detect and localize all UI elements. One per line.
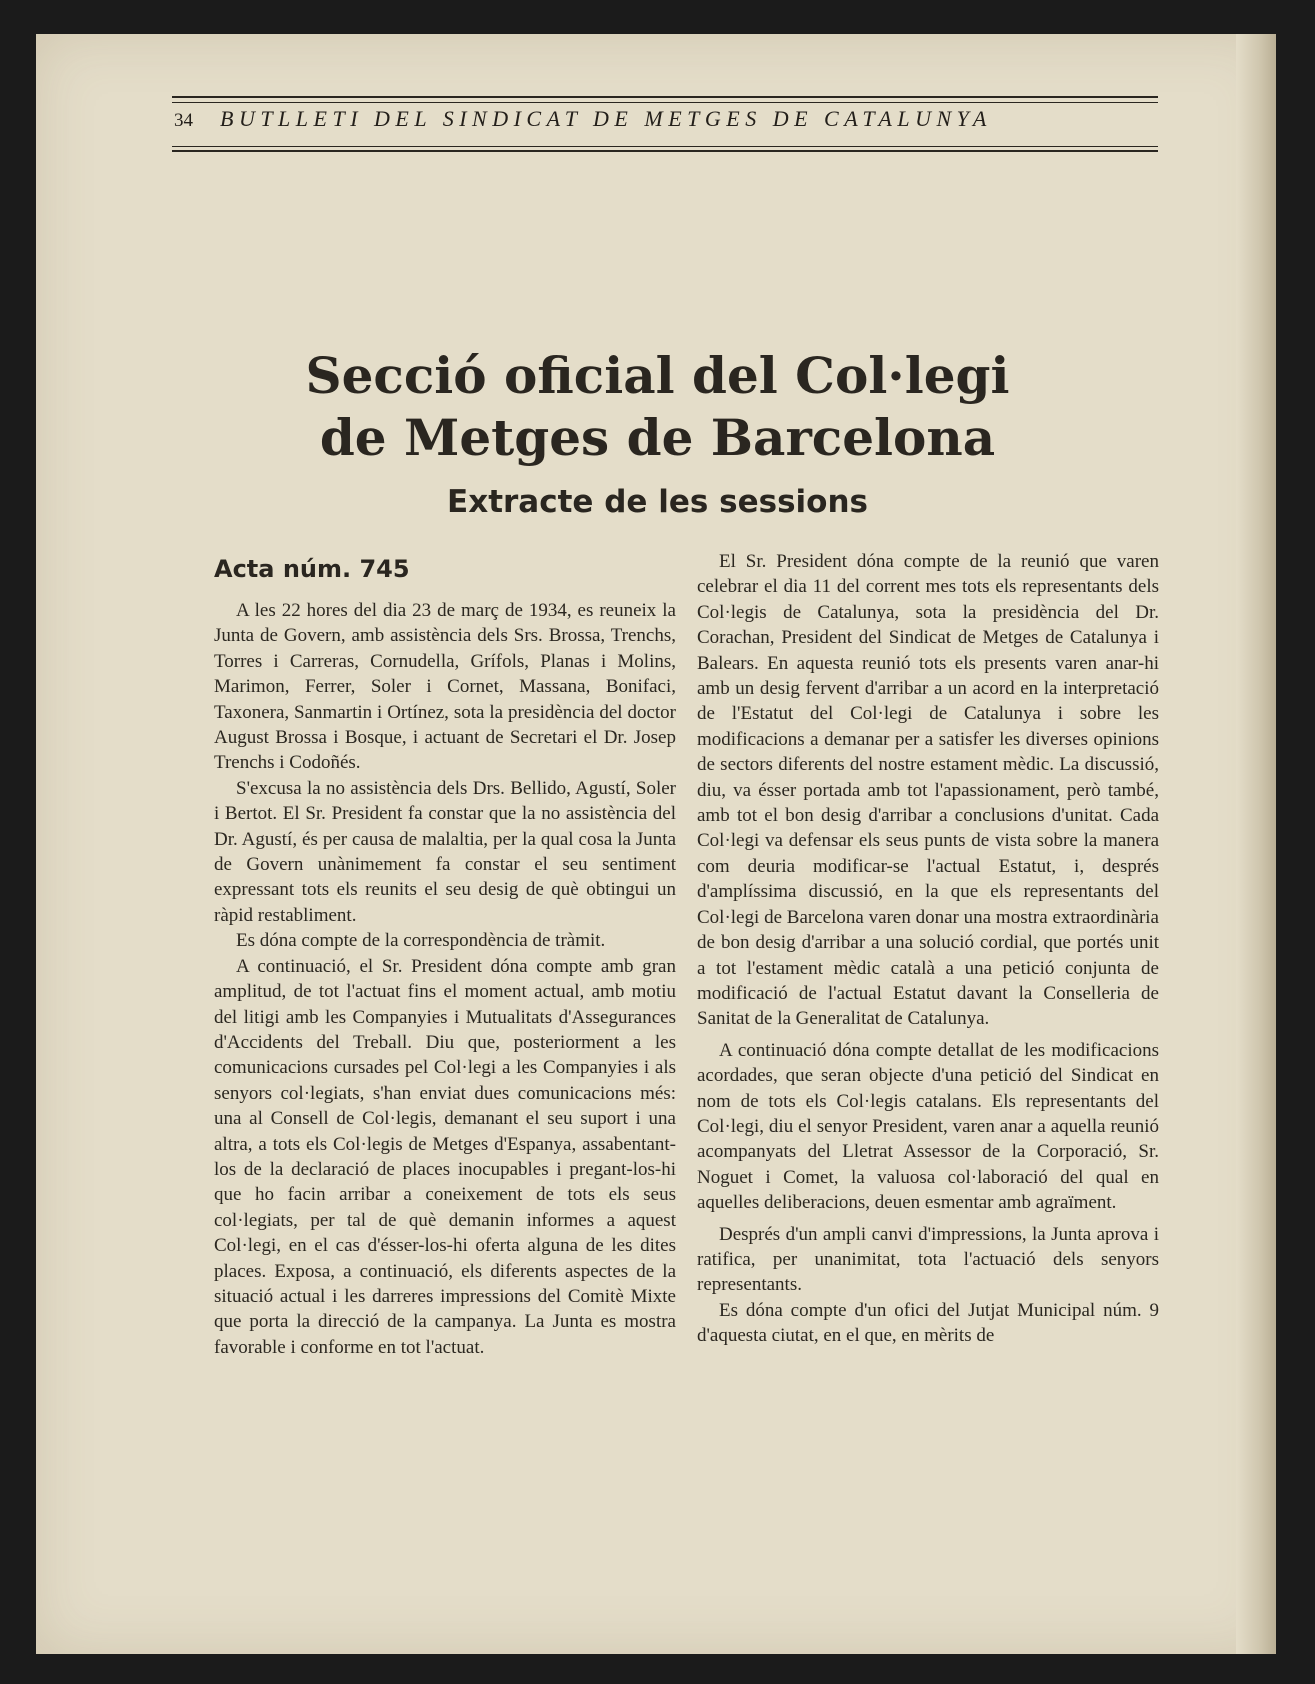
paragraph: A les 22 hores del dia 23 de març de 1934, es reuneix la Junta de Govern, amb assistència dels Srs. Brossa, Trenchs, Torres i Carreras, Cornudella, Grífols, Planas i Molins, Marimon, Ferrer, Soler i Cornet, Massana, Bonifaci, Taxonera, Sanmartin i Ortínez, sota la presidència del doctor August Brossa i Bosque, i actuant de Secretari el Dr. Josep Trenchs i Codoñés.	[214, 600, 676, 774]
header-rule	[172, 102, 1158, 103]
header-rule	[172, 146, 1158, 147]
paragraph: Es dóna compte d'un ofici del Jutjat Municipal núm. 9 d'aquesta ciutat, en el que, en mèrits de	[697, 1299, 1159, 1347]
paragraph: A continuació dóna compte detallat de les modificacions acordades, que seran objecte d'una petició del Sindicat en nom de tots els Col·legis catalans. Els representants del Col·legi, diu el senyor President, varen anar a aquella reunió acompanyats del Lletrat Assessor de la Corporació, Sr. Noguet i Comet, la valuosa col·laboració del qual en aquelles deliberacions, deuen esmentar amb agraïment.	[697, 1039, 1159, 1214]
left-column	[214, 550, 676, 1360]
header-rule	[172, 96, 1158, 98]
running-header	[172, 96, 1158, 152]
right-column	[697, 549, 1159, 1349]
article-title-line-1: Secció oficial del Col·legi	[305, 346, 1010, 405]
page-number: 34	[174, 110, 193, 131]
paragraph: A continuació, el Sr. President dóna compte amb gran amplitud, de tot l'actuat fins el moment actual, amb motiu del litigi amb les Companyies i Mutualitats d'Assegurances d'Accidents del Treball. Diu que, posteriorment a les comunicacions cursades pel Col·legi a les Companyies i als senyors col·legiats, s'han enviat dues comunicacions més: una al Consell de Col·legis, demanant el seu suport i una altra, a tots els Col·legis de Metges d'Espanya, assabentant-los de la declaració de places inocupables i pregant-los-hi que ho facin arribar a coneixement de tots els seus col·legiats, per tal de què demanin informes a aquest Col·legi, en el cas d'ésser-los-hi oferta alguna de les dites places. Exposa, a continuació, els diferents aspectes de la situació actual i les darreres impressions del Comitè Mixte que porta la direcció de la campanya. La Junta es mostra favorable i conforme en tot l'actuat.	[214, 955, 676, 1358]
paragraph: Després d'un ampli canvi d'impressions, la Junta aprova i ratifica, per unanimitat, tota l'actuació dels senyors representants.	[697, 1223, 1159, 1296]
paragraph: Es dóna compte de la correspondència de tràmit.	[236, 930, 606, 952]
article-title-line-2: de Metges de Barcelona	[319, 408, 996, 467]
article-subtitle: Extracte de les sessions	[447, 484, 868, 520]
paragraph: El Sr. President dóna compte de la reunió que varen celebrar el dia 11 del corrent mes tots els representants dels Col·legis de Catalunya, sota la presidència del Dr. Corachan, President del Sindicat de Metges de Catalunya i Balears. En aquesta reunió tots els presents varen anar-hi amb un desig fervent d'arribar a un acord en la interpretació de l'Estatut del Col·legi de Catalunya i sobre les modificacions a demanar per a satisfer les diverses opinions de sectors diferents del nostre estament mèdic. La discussió, diu, va ésser portada amb tot l'apassionament, però també, amb tot el bon desig d'arribar a conclusions d'unitat. Cada Col·legi va defensar els seus punts de vista sobre la manera com deuria modificar-se l'actual Estatut, i, després d'amplíssima discussió, en la que els representants del Col·legi de Barcelona varen donar una mostra extraordinària de bon desig d'arribar a una solució cordial, que portés unit a tot l'estament mèdic català a una petició conjunta de modificació de l'actual Estatut davant la Conselleria de Sanitat de la Generalitat de Catalunya.	[697, 551, 1159, 1030]
acta-heading: Acta núm. 745	[214, 555, 410, 583]
paragraph: S'excusa la no assistència dels Drs. Bellido, Agustí, Soler i Bertot. El Sr. President fa constar que la no assistència del Dr. Agustí, és per causa de malaltia, per la qual cosa la Junta de Govern unànimement fa constar el seu sentiment expressant tots els reunits el seu desig de què obtingui un ràpid restabliment.	[214, 777, 676, 926]
running-title: BUTLLETI DEL SINDICAT DE METGES DE CATALUNYA	[220, 106, 992, 131]
page-spine-shadow	[1236, 34, 1276, 1654]
header-rule	[172, 150, 1158, 152]
